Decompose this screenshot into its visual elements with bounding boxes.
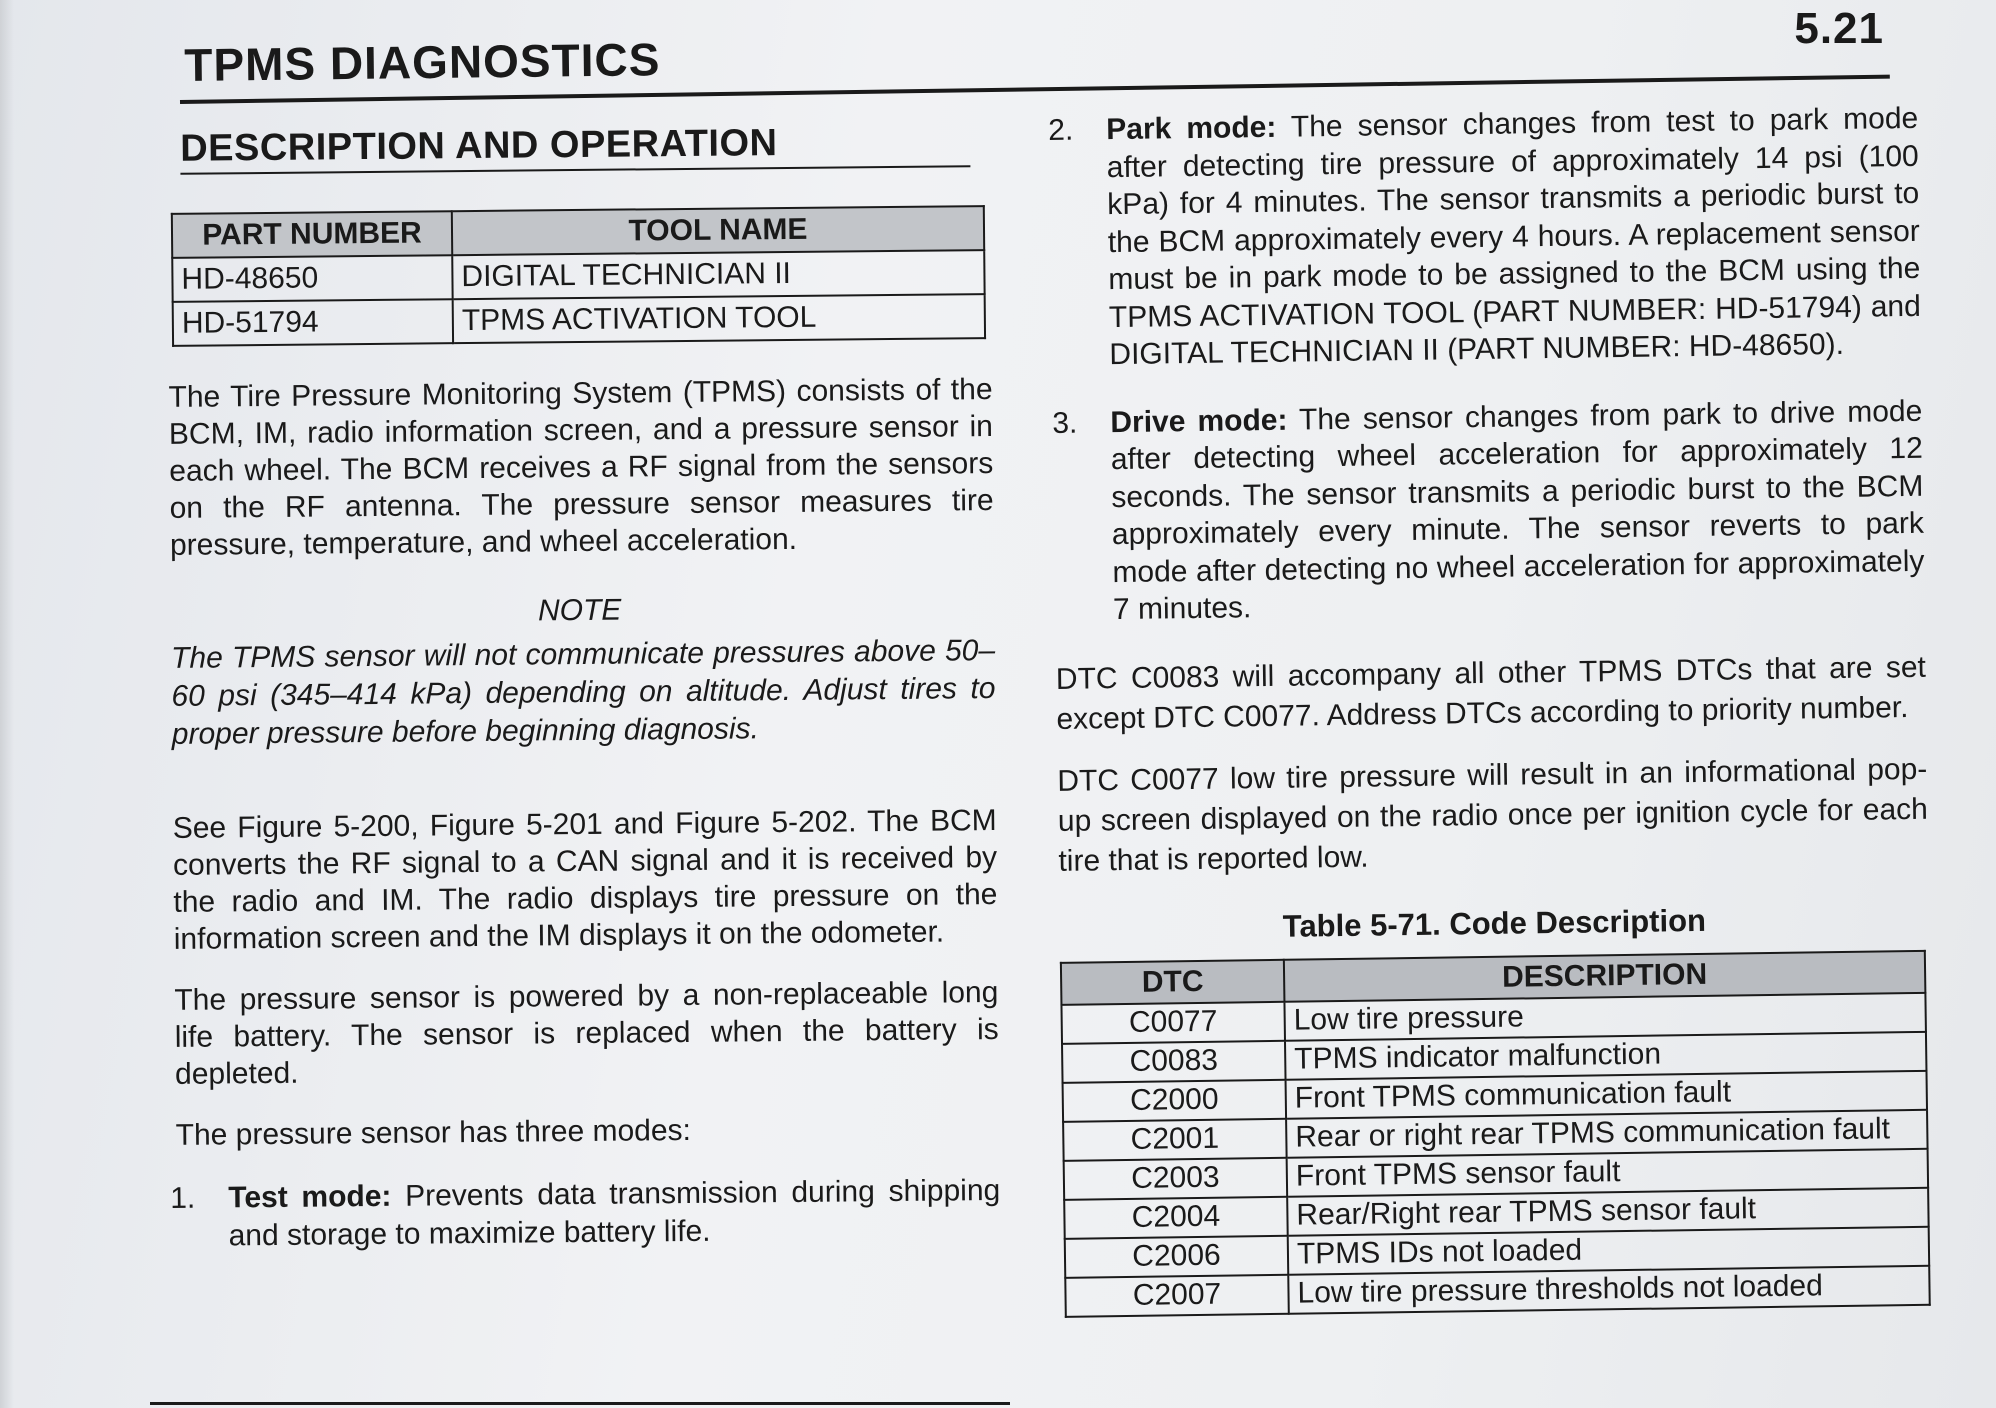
dtc-description: Low tire pressure thresholds not loaded bbox=[1288, 1265, 1929, 1313]
dtc-description: Rear/Right rear TPMS sensor fault bbox=[1287, 1187, 1928, 1235]
modes-intro: The pressure sensor has three modes: bbox=[175, 1113, 692, 1152]
tool-part-number: HD-48650 bbox=[172, 255, 452, 302]
dtc-code: C2004 bbox=[1064, 1196, 1288, 1238]
mode-name: Drive mode: bbox=[1110, 403, 1288, 439]
dtc-code: C2006 bbox=[1065, 1235, 1289, 1277]
code-header-dtc: DTC bbox=[1061, 959, 1285, 1004]
tool-name: DIGITAL TECHNICIAN II bbox=[452, 250, 984, 299]
code-table bbox=[1060, 949, 1931, 1317]
dtc-description: Front TPMS sensor fault bbox=[1287, 1148, 1928, 1196]
page-edge-shadow bbox=[0, 0, 14, 1408]
list-item bbox=[170, 1172, 1001, 1255]
dtc-code: C2000 bbox=[1063, 1079, 1287, 1121]
note-text: The TPMS sensor will not communicate pressures above 50–60 psi (345–414 kPa) depending on altitude. Adjust tires to proper pressure before beginning diagnosis. bbox=[170, 634, 996, 751]
c0083-paragraph: DTC C0083 will accompany all other TPMS DTCs that are set except DTC C0077. Address DTCs according to priority number. bbox=[1055, 650, 1927, 736]
right-column bbox=[1048, 100, 1935, 1318]
tools-header-part-number: PART NUMBER bbox=[172, 211, 452, 258]
mode-text bbox=[1106, 100, 1922, 374]
chapter-title: TPMS DIAGNOSTICS bbox=[184, 33, 661, 91]
code-table-caption: Table 5-71. Code Description bbox=[1282, 902, 1707, 944]
dtc-code: C2007 bbox=[1065, 1274, 1289, 1316]
note-heading: NOTE bbox=[537, 593, 622, 628]
dtc-code: C2003 bbox=[1064, 1157, 1288, 1199]
tools-header-tool-name: TOOL NAME bbox=[452, 206, 984, 255]
mode-description: The sensor changes from park to drive mode after detecting wheel acceleration for approximately 12 seconds. The sensor transmits a periodic burst to the BCM approximately every minute. The sensor reverts to park mode after detecting no wheel acceleration for approximately 7 minutes. bbox=[1110, 394, 1925, 627]
dtc-description: TPMS indicator malfunction bbox=[1285, 1031, 1926, 1079]
mode-description: The sensor changes from test to park mode after detecting tire pressure of approximately 14 psi (100 kPa) for 4 minutes. The sensor transmits a periodic burst to the BCM approximately every 4 hours. A replacement sensor must be in park mode to be assigned to the BCM using the TPMS ACTIVATION TOOL (PART NUMBER: HD-51794) and DIGITAL TECHNICIAN II (PART NUMBER: HD-48650). bbox=[1106, 101, 1922, 372]
table-row bbox=[172, 250, 984, 302]
dtc-code: C0083 bbox=[1062, 1040, 1286, 1082]
tool-name: TPMS ACTIVATION TOOL bbox=[453, 294, 985, 343]
modes-list-left bbox=[170, 1172, 1001, 1255]
dtc-code: C0077 bbox=[1061, 1001, 1285, 1043]
mode-description: Prevents data transmission during shipping and storage to maximize battery life. bbox=[228, 1173, 1001, 1252]
dtc-description: Rear or right rear TPMS communication fault bbox=[1286, 1109, 1927, 1157]
bottom-rule bbox=[150, 1402, 1010, 1405]
tools-table-header-row bbox=[172, 206, 984, 258]
dtc-description: TPMS IDs not loaded bbox=[1288, 1226, 1929, 1274]
mode-number: 2. bbox=[1048, 113, 1074, 147]
mode-text bbox=[228, 1172, 1001, 1254]
left-column bbox=[160, 120, 1001, 1281]
tools-table bbox=[171, 205, 986, 347]
dtc-description: Front TPMS communication fault bbox=[1286, 1070, 1927, 1118]
mode-text bbox=[1110, 392, 1925, 628]
list-item bbox=[1052, 392, 1925, 629]
page-number: 5.21 bbox=[1794, 4, 1884, 53]
mode-name: Test mode: bbox=[228, 1179, 392, 1215]
section-title: DESCRIPTION AND OPERATION bbox=[180, 120, 970, 175]
list-item bbox=[1048, 100, 1922, 375]
table-row bbox=[173, 294, 985, 346]
code-header-description: DESCRIPTION bbox=[1284, 950, 1926, 1001]
battery-paragraph: The pressure sensor is powered by a non-replaceable long life battery. The sensor is replaced when the battery is depleted. bbox=[174, 975, 999, 1091]
mode-number: 3. bbox=[1052, 406, 1078, 440]
dtc-code: C2001 bbox=[1063, 1118, 1287, 1160]
dtc-description: Low tire pressure bbox=[1284, 992, 1925, 1040]
c0077-paragraph: DTC C0077 low tire pressure will result in an informational pop-up screen displayed on the radio once per ignition cycle for each tire that is reported low. bbox=[1057, 752, 1929, 878]
intro-paragraph: The Tire Pressure Monitoring System (TPMS) consists of the BCM, IM, radio information screen, and a pressure sensor in each wheel. The BCM receives a RF signal from the sensors on the RF antenna. The pressure sensor measures tire pressure, temperature, and wheel acceleration. bbox=[168, 373, 994, 562]
figures-paragraph: See Figure 5-200, Figure 5-201 and Figure 5-202. The BCM converts the RF signal to a CAN signal and it is received by the radio and IM. The radio displays tire pressure on the information screen and the IM displays it on the odometer. bbox=[172, 804, 998, 956]
mode-name: Park mode: bbox=[1106, 110, 1277, 147]
modes-list-right bbox=[1048, 100, 1925, 630]
mode-number: 1. bbox=[170, 1181, 196, 1215]
tool-part-number: HD-51794 bbox=[173, 299, 453, 346]
